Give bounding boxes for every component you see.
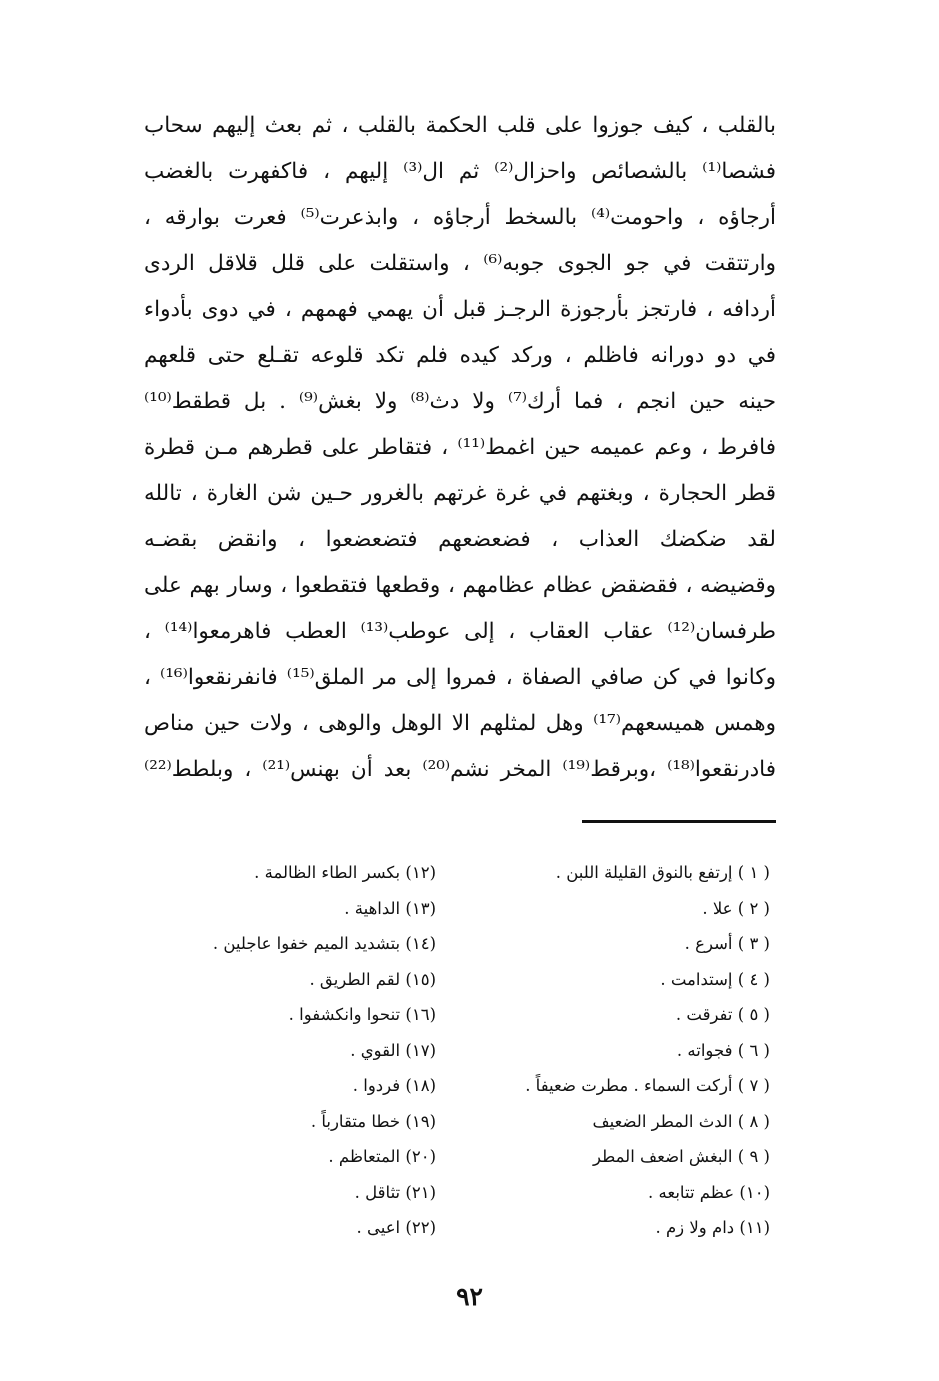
footnote: ( ٩ ) البغش اضعف المطر (593, 1147, 770, 1166)
footnote-separator (582, 820, 776, 823)
footnote: (١٨) فردوا . (352, 1076, 436, 1095)
footnote: ( ١ ) إرتفع بالنوق القليلة اللبن . (555, 863, 770, 882)
footnote: (١٢) بكسر الطاء الظالمة . (254, 863, 436, 882)
body-line: وارتتقت في جو الجوى جوبه⁽⁶⁾ ، واستقلت على قلل قلاقل الردى (144, 251, 776, 276)
footnote: ( ٣ ) أسرع . (684, 934, 770, 953)
footnote: ( ٧ ) أركت السماء . مطرت ضعيفاً . (525, 1076, 770, 1095)
footnote: (١٣) الداهية . (344, 898, 436, 918)
footnote: (١٦) تنحوا وانكشفوا . (288, 1005, 436, 1024)
footnote: (١٠) عظم تتابعه . (648, 1182, 770, 1202)
body-line: فادرنقعوا⁽¹⁸⁾ ،وبرقط⁽¹⁹⁾ المخر نشم⁽²⁰⁾ بعد أن بهنس⁽²¹⁾ ، وبلطط⁽²²⁾ (144, 757, 776, 782)
body-line: فافرط ، وعم عميمه حين اغمط⁽¹¹⁾ ، فتقاطر على قطرهم مـن قطرة (144, 435, 776, 460)
footnote: ( ٢ ) علا . (702, 898, 770, 918)
footnote: (١٥) لقم الطريق . (309, 969, 436, 989)
footnote: ( ٤ ) إستدامت . (660, 969, 770, 989)
footnote: (١٧) القوي . (350, 1040, 436, 1060)
page-number: ٩٢ (456, 1282, 483, 1311)
body-line: فشصا⁽¹⁾ بالشصائص واحزال⁽²⁾ ثم ال⁽³⁾ إليهم ، فاكفهرت بالغضب (144, 159, 776, 184)
footnote: ( ٨ ) الدث المطر الضعيف (592, 1111, 770, 1131)
body-line: وهمس هميسعهم⁽¹⁷⁾ وهل لمثلهم الا الوهل والوهى ، ولات حين مناص (144, 711, 777, 736)
body-line: طرفسان⁽¹²⁾ عقاب العقاب ، إلى عوطب⁽¹³⁾ العطب فاهرمعوا⁽¹⁴⁾ ، (144, 619, 776, 644)
body-line: أرجاؤه ، واحومت⁽⁴⁾ بالسخط أرجاؤه ، وابذعرت⁽⁵⁾ فعرت بوارقه ، (144, 205, 776, 230)
body-line: وقضيضه ، فقضقض عظام عظامهم ، وقطعها فتقطعوا ، وسار بهم على (144, 573, 776, 598)
footnote: (٢١) تثاقل . (354, 1182, 436, 1202)
body-line: وكانوا في كن صافي الصفاة ، فمروا إلى مر الملق⁽¹⁵⁾ فانفرنقعوا⁽¹⁶⁾ ، (144, 665, 776, 690)
body-text (144, 103, 776, 793)
footnote: (١٤) بتشديد الميم خفوا عاجلين . (212, 934, 436, 953)
footnote: (١١) دام ولا زم . (655, 1218, 770, 1237)
footnote: ( ٦ ) فجواته . (676, 1040, 770, 1060)
body-line: حينه حين انجم ، فما أرك⁽⁷⁾ ولا دث⁽⁸⁾ ولا بغش⁽⁹⁾ . بل قطقط⁽¹⁰⁾ (144, 389, 777, 414)
body-line: بالقلب ، كيف جوزوا على قلب الحكمة بالقلب ، ثم بعث إليهم سحاب (144, 113, 776, 138)
footnote: (١٩) خطا متقارباً . (310, 1111, 436, 1131)
footnotes-right-column (470, 855, 770, 1246)
body-line: في دو دورانه فاظلم ، وركد كيده فلم تكد قلوعه تقـلع حتى قلعهم (144, 343, 776, 368)
footnote: ( ٥ ) تفرقت . (675, 1005, 770, 1024)
footnote: (٢٢) اعيى . (356, 1218, 436, 1237)
body-line: أردافه ، فارتجز بأرجوزة الرجـز قبل أن يهمي فهمهم ، في دوى بأدواء (144, 297, 776, 322)
footnotes-left-column (160, 855, 436, 1246)
body-line: قطر الحجارة ، وبغتهم في غرة غرتهم بالغرور حـين شن الغارة ، تالله (144, 481, 776, 506)
footnote: (٢٠) المتعاظم . (328, 1147, 436, 1166)
body-line: لقد ضكضك العذاب ، فضعضعهم فتضعضعوا ، وانقض بقضـه (144, 527, 776, 552)
